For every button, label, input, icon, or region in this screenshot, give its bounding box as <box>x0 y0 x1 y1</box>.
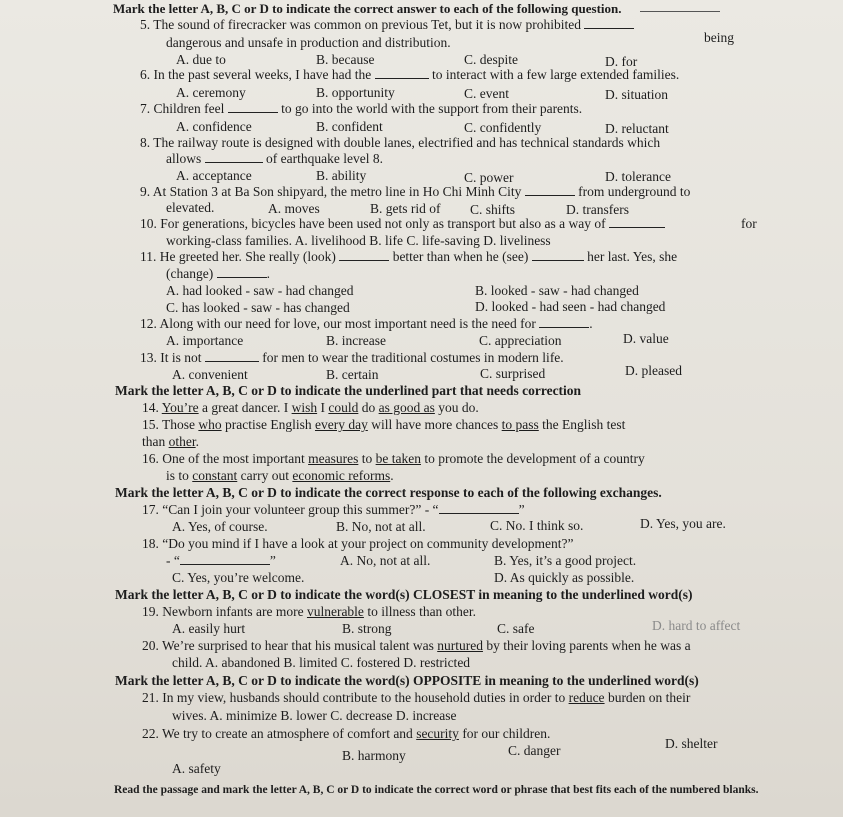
q22-stem: 22. We try to create an atmosphere of comfort and security for our children. <box>142 726 551 741</box>
q20-options: child. A. abandoned B. limited C. fostered D. restricted <box>172 655 471 670</box>
section-heading-4: Mark the letter A, B, C or D to indicate the word(s) CLOSEST in meaning to the underlined word(s) <box>115 587 693 602</box>
q15-end: than other. <box>142 434 199 449</box>
q12-option-a: A. importance <box>166 333 244 348</box>
q17-stem: 17. “Can I join your volunteer group this summer?” - “ ” <box>142 502 525 517</box>
section-heading-3: Mark the letter A, B, C or D to indicate the correct response to each of the following exchanges. <box>115 485 662 500</box>
q19-option-a: A. easily hurt <box>172 621 246 636</box>
q13-stem: 13. It is not for men to wear the traditional costumes in modern life. <box>140 350 564 365</box>
q10-stem-options: working-class families. A. livelihood B. life C. life-saving D. liveliness <box>166 233 551 248</box>
section-heading-2: Mark the letter A, B, C or D to indicate the underlined part that needs correction <box>115 383 582 398</box>
q7-option-b: B. confident <box>316 119 383 134</box>
q20-stem: 20. We’re surprised to hear that his musical talent was nurtured by their loving parents when he was a <box>142 638 691 653</box>
q13-option-a: A. convenient <box>172 367 248 382</box>
q7-option-d: D. reluctant <box>605 121 669 136</box>
q7-option-a: A. confidence <box>176 119 252 134</box>
q9-stem-2: elevated. <box>166 200 215 215</box>
q17-option-a: A. Yes, of course. <box>172 519 268 534</box>
q5-option-c: C. despite <box>464 52 518 67</box>
q22-option-b: B. harmony <box>342 748 406 763</box>
q11-option-c: C. has looked - saw - has changed <box>166 300 350 315</box>
q22-option-a: A. safety <box>172 761 221 776</box>
q8-option-c: C. power <box>464 170 514 185</box>
q8-option-d: D. tolerance <box>605 169 671 184</box>
q15: 15. Those who practise English every day will have more chances to pass the English test <box>142 417 626 432</box>
divider <box>640 11 720 12</box>
q9-stem: 9. At Station 3 at Ba Son shipyard, the metro line in Ho Chi Minh City from underground to <box>140 184 691 199</box>
q5-option-d: D. for <box>605 54 638 69</box>
q6-option-a: A. ceremony <box>176 85 246 100</box>
q21-stem: 21. In my view, husbands should contribute to the household duties in order to reduce burden on their <box>142 690 691 705</box>
q21-options: wives. A. minimize B. lower C. decrease D. increase <box>172 708 457 723</box>
q9-option-b: B. gets rid of <box>370 201 441 216</box>
q9-option-a: A. moves <box>268 201 320 216</box>
q12-option-b: B. increase <box>326 333 386 348</box>
q6-stem: 6. In the past several weeks, I have had the to interact with a few large extended families. <box>140 67 680 82</box>
q18-option-a: A. No, not at all. <box>340 553 431 568</box>
q6-option-c: C. event <box>464 86 509 101</box>
q18-option-c: C. Yes, you’re welcome. <box>172 570 305 585</box>
q22-option-d: D. shelter <box>665 736 718 751</box>
q16: 16. One of the most important measures to be taken to promote the development of a country <box>142 451 645 466</box>
q13-option-d: D. pleased <box>625 363 682 378</box>
q17-option-d: D. Yes, you are. <box>640 516 726 531</box>
q11-stem: 11. He greeted her. She really (look) better than when he (see) her last. Yes, she <box>140 249 678 264</box>
q7-option-c: C. confidently <box>464 120 542 135</box>
q9-option-d: D. transfers <box>566 202 629 217</box>
q17-option-c: C. No. I think so. <box>490 518 584 533</box>
q19-option-d: D. hard to affect <box>652 618 741 633</box>
q9-option-c: C. shifts <box>470 202 516 217</box>
q18-option-b: B. Yes, it’s a good project. <box>494 553 637 568</box>
q8-stem: 8. The railway route is designed with double lanes, electrified and has technical standards which <box>140 135 661 150</box>
q5-stem: 5. The sound of firecracker was common on previous Tet, but it is now prohibited <box>140 17 634 32</box>
q19-stem: 19. Newborn infants are more vulnerable to illness than other. <box>142 604 477 619</box>
q11-option-d: D. looked - had seen - had changed <box>475 299 666 314</box>
section-heading-6: Read the passage and mark the letter A, B, C or D to indicate the correct word or phrase that best fits each of the numbered blanks. <box>114 784 759 796</box>
q11-stem-2: (change) . <box>166 266 270 281</box>
q11-option-a: A. had looked - saw - had changed <box>166 283 354 298</box>
q16-end: is to constant carry out economic reforms. <box>166 468 394 483</box>
q19-option-b: B. strong <box>342 621 392 636</box>
q5-stem-end: being <box>704 30 734 45</box>
q6-option-b: B. opportunity <box>316 85 395 100</box>
q12-option-c: C. appreciation <box>479 333 562 348</box>
q22-option-c: C. danger <box>508 743 561 758</box>
q12-stem: 12. Along with our need for love, our most important need is the need for . <box>140 316 593 331</box>
q5-stem-2: dangerous and unsafe in production and distribution. <box>166 35 451 50</box>
q6-option-d: D. situation <box>605 87 668 102</box>
section-heading-1: Mark the letter A, B, C or D to indicate the correct answer to each of the following question. <box>113 1 622 16</box>
q13-option-b: B. certain <box>326 367 379 382</box>
q13-option-c: C. surprised <box>480 366 546 381</box>
q7-stem: 7. Children feel to go into the world with the support from their parents. <box>140 101 583 116</box>
q8-option-b: B. ability <box>316 168 367 183</box>
q12-option-d: D. value <box>623 331 669 346</box>
q8-stem-2: allows of earthquake level 8. <box>166 151 383 166</box>
q11-option-b: B. looked - saw - had changed <box>475 283 639 298</box>
q5-option-a: A. due to <box>176 52 226 67</box>
q18-stem: 18. “Do you mind if I have a look at your project on community development?” <box>142 536 574 551</box>
q19-option-c: C. safe <box>497 621 535 636</box>
q14: 14. You’re a great dancer. I wish I could do as good as you do. <box>142 400 479 415</box>
q8-option-a: A. acceptance <box>176 168 252 183</box>
q10-stem: 10. For generations, bicycles have been used not only as transport but also as a way of <box>140 216 665 231</box>
section-heading-5: Mark the letter A, B, C or D to indicate the word(s) OPPOSITE in meaning to the underlined word(s) <box>115 673 699 688</box>
q18-option-d: D. As quickly as possible. <box>494 570 635 585</box>
q10-stem-end: for <box>741 216 757 231</box>
q18-response: - “ ” <box>166 553 276 568</box>
q17-option-b: B. No, not at all. <box>336 519 426 534</box>
q5-option-b: B. because <box>316 52 375 67</box>
